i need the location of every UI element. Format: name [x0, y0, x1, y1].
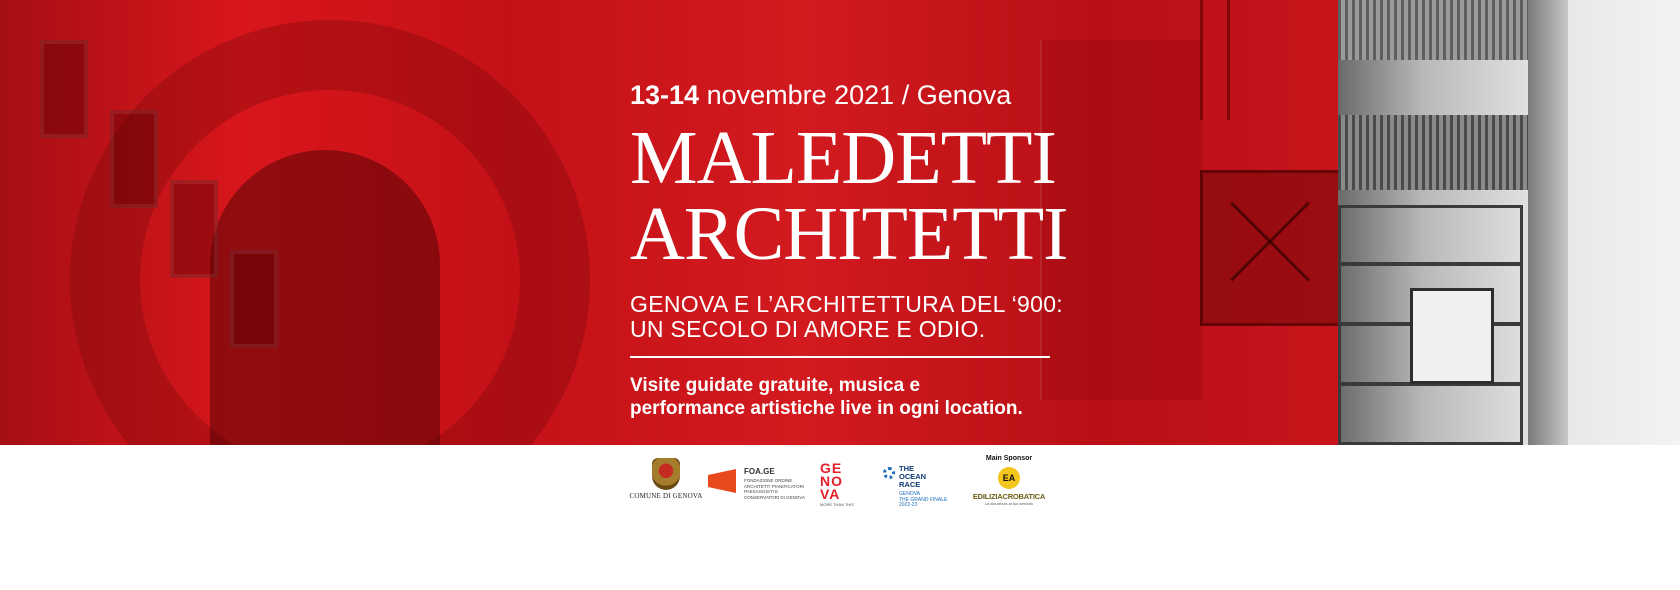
- ocean-race-sub-3: 2022-23: [899, 502, 918, 508]
- event-description-line-2: performance artistiche live in ogni location.: [630, 398, 1023, 419]
- facade-window: [40, 40, 88, 138]
- genova-line-1: GE: [820, 460, 843, 476]
- building-side: [1528, 0, 1568, 445]
- main-sponsor-tagline: La sicurezza al tuo servizio: [984, 501, 1034, 506]
- event-title-line-1: MALEDETTI: [630, 116, 1056, 200]
- ocean-race-subtitle: [899, 492, 947, 509]
- building-box: [1410, 288, 1494, 384]
- building-louvre: [1338, 115, 1528, 190]
- main-sponsor-logo[interactable]: [966, 455, 1052, 511]
- ocean-race-title-1: THE: [899, 464, 914, 473]
- ocean-race-title-2: OCEAN: [899, 472, 927, 481]
- foa-ge-logo[interactable]: [708, 465, 813, 505]
- event-title-line-2: ARCHITETTI: [630, 192, 1068, 276]
- sponsor-logos: [0, 455, 1680, 515]
- facade-window: [230, 250, 278, 348]
- tower-block: [1200, 170, 1346, 326]
- genova-tagline: MORE THAN THIS: [820, 502, 855, 507]
- main-sponsor-name: EDILIZIACROBATICA: [972, 492, 1046, 501]
- event-description-line-1: Visite guidate gratuite, musica e: [630, 375, 921, 396]
- foa-mark-icon: [708, 469, 736, 493]
- genova-more-than-this-logo[interactable]: [820, 462, 870, 508]
- event-date: [630, 78, 1050, 112]
- ea-mark-icon: EA: [998, 467, 1020, 489]
- ocean-race-sub-2: THE GRAND FINALE: [899, 496, 948, 503]
- facade-window: [170, 180, 218, 278]
- ocean-race-icon: [883, 467, 895, 479]
- ocean-race-title-3: RACE: [899, 480, 921, 489]
- genova-line-2: NO: [820, 473, 843, 489]
- event-description: [630, 374, 1050, 420]
- facade-window: [110, 110, 158, 208]
- event-subtitle-line-2: UN SECOLO DI AMORE E ODIO.: [630, 316, 986, 342]
- event-date-days: 13-14: [630, 80, 700, 110]
- event-text: [630, 78, 1068, 420]
- divider-line: [630, 356, 1050, 358]
- main-sponsor-label: Main Sponsor: [985, 455, 1033, 462]
- ocean-race-logo[interactable]: [883, 465, 958, 511]
- event-subtitle: [630, 291, 1063, 342]
- event-title: [630, 116, 1068, 276]
- event-date-rest: novembre 2021 / Genova: [699, 80, 1012, 110]
- ocean-race-sub-1: GENOVA: [899, 491, 921, 497]
- comune-name: COMUNE DI GENOVA: [629, 492, 703, 500]
- foa-name: FOA.GE: [744, 467, 775, 476]
- crane-silhouette: [1200, 0, 1230, 120]
- ocean-race-title: [899, 465, 926, 489]
- crest-icon: [652, 458, 680, 490]
- event-subtitle-line-1: GENOVA E L’ARCHITETTURA DEL ‘900:: [630, 291, 1063, 317]
- genova-line-3: VA: [820, 486, 841, 502]
- foa-subtitle: FONDAZIONE ORDINE ARCHITETTI PIANIFICATORI PAESAGGISTI E CONSERVATORI DI GENOVA: [744, 478, 806, 500]
- building-roof: [1338, 0, 1528, 60]
- comune-di-genova-logo[interactable]: [628, 458, 704, 508]
